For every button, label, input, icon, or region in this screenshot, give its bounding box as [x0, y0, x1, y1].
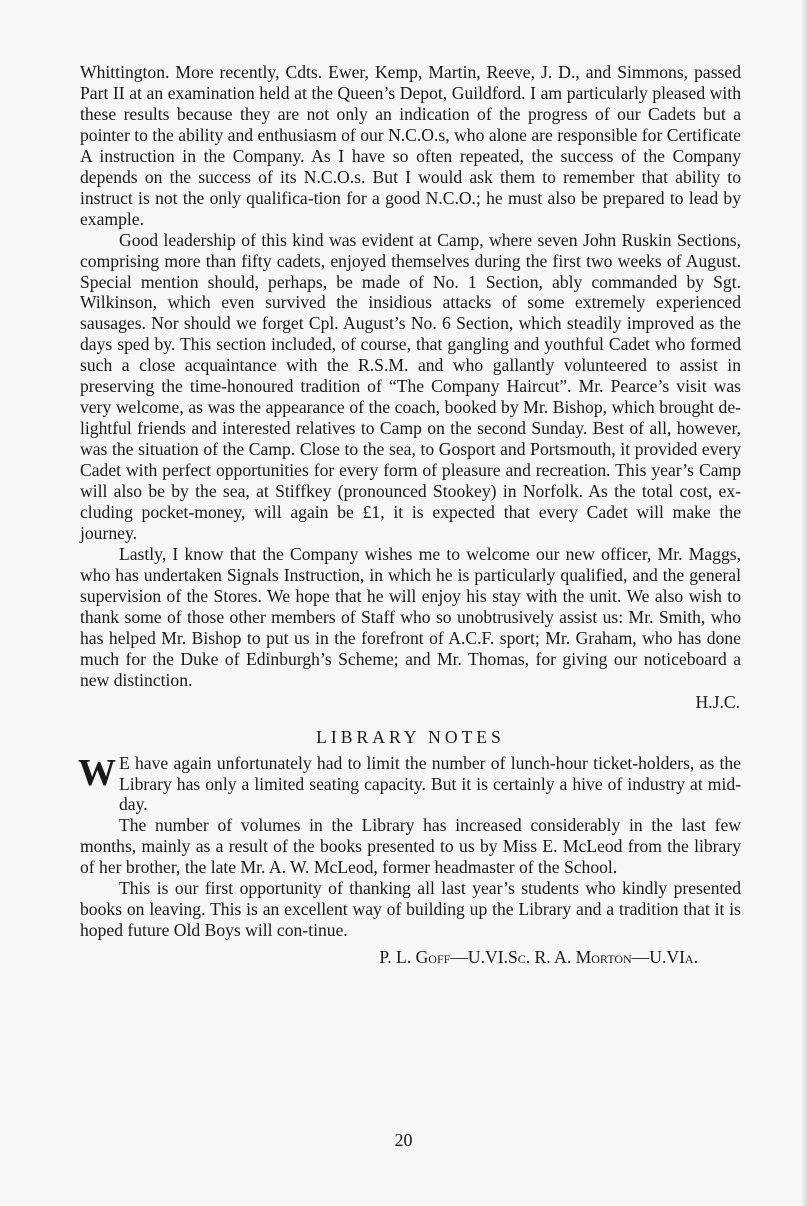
- drop-cap: W: [78, 751, 115, 794]
- page-edge-shadow: [801, 0, 807, 1206]
- library-paragraph-1-text: E have again unfortunately had to limit the number of lunch-hour ticket-holders, as the Library has only a limited seating capacity. But it is certainly a hive of industry at mid-day.: [119, 752, 741, 815]
- library-paragraph-1: [80, 753, 741, 816]
- article-paragraph-2: Good leadership of this kind was evident at Camp, where seven John Ruskin Sections, comprising more than fifty cadets, enjoyed themselves during the first two weeks of August. Special mention should, perhaps, be made of No. 1 Section, ably commanded by Sgt. Wilkinson, which even survived the insidious attacks of some extremely experienced sausages. Nor should we forget Cpl. August’s No. 6 Section, which steadily improved as the days sped by. This section included, of course, that gangling and youthful Cadet who formed such a close acquaintance with the R.S.M. and who gallantly volunteered to assist in preserving the time-honoured tradition of “The Company Haircut”. Mr. Pearce’s visit was very welcome, as was the appearance of the coach, booked by Mr. Bishop, which brought de-lightful friends and interested relatives to Camp on the second Sunday. Best of all, however, was the situation of the Camp. Close to the sea, to Gosport and Portsmouth, it provided every Cadet with perfect opportunities for every form of pleasure and recreation. This year’s Camp will also be by the sea, at Stiffkey (pronounced Stookey) in Norfolk. As the total cost, ex-cluding pocket-money, will again be £1, it is expected that every Cadet will make the journey.: [80, 229, 741, 543]
- page-number: 20: [394, 1130, 413, 1150]
- document-page: [80, 62, 741, 968]
- library-paragraph-3: This is our first opportunity of thanking all last year’s students who kindly presented books on leaving. This is an excellent way of building up the Library and a tradition that it is hoped future Old Boys will con-tinue.: [80, 878, 741, 941]
- article-paragraph-3: Lastly, I know that the Company wishes me to welcome our new officer, Mr. Maggs, who has undertaken Signals Instruction, in which he is particularly qualified, and the general supervision of the Stores. We hope that he will enjoy his stay with the unit. We also wish to thank some of those other members of Staff who so unobtrusively assist us: Mr. Smith, who has helped Mr. Bishop to put us in the forefront of A.C.F. sport; Mr. Graham, who has done much for the Duke of Edinburgh’s Scheme; and Mr. Thomas, for giving our noticeboard a new distinction.: [80, 543, 741, 690]
- article-signature: H.J.C.: [695, 691, 740, 712]
- article-paragraph-1: Whittington. More recently, Cdts. Ewer, Kemp, Martin, Reeve, J. D., and Simmons, passed Part II at an examination held at the Queen’s Depot, Guildford. I am particularly pleased with these results because they are not only an indication of the progress of our Cadets but a pointer to the ability and enthusiasm of our N.C.O.s, who alone are responsible for Certificate A instruction in the Company. As I have so often repeated, the success of the Company depends on the success of its N.C.O.s. But I would ask them to remember that ability to instruct is not the only qualifica-tion for a good N.C.O.; he must also be prepared to lead by example.: [80, 62, 741, 229]
- library-paragraph-2: The number of volumes in the Library has increased considerably in the last few months, mainly as a result of the books presented to us by Miss E. McLeod from the library of her brother, the late Mr. A. W. McLeod, former headmaster of the School.: [80, 815, 741, 878]
- library-authors: P. L. Goff—U.VI.Sc. R. A. Morton—U.VIa.: [379, 947, 698, 968]
- library-notes-heading: LIBRARY NOTES: [316, 726, 505, 747]
